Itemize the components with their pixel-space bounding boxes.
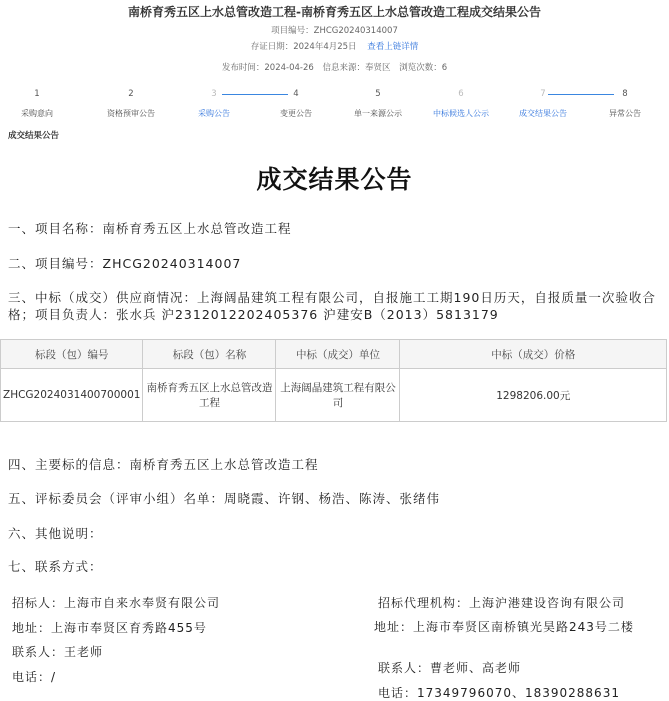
step-label: 采购意向 (21, 109, 53, 118)
agency: 招标代理机构：上海沪港建设咨询有限公司 (378, 596, 626, 610)
step-label: 采购公告 (198, 109, 230, 118)
cell-price: 1298206.00元 (400, 369, 667, 422)
col-header: 中标（成交）单位 (276, 340, 400, 369)
col-header: 中标（成交）价格 (400, 340, 667, 369)
project-number-line (0, 24, 669, 36)
item-supplier-info: 三、中标（成交）供应商情况：上海阔晶建筑工程有限公司，自报施工工期190日历天，自报质量一次验收合格；项目负责人：张水兵 沪2312012202405376 沪建安B（2013）5813179 (8, 290, 656, 322)
cell-lot-name: 南桥育秀五区上水总管改造工程 (143, 369, 276, 422)
step-2[interactable]: 2 资格预审公告 (86, 88, 176, 119)
page-header-title: 南桥育秀五区上水总管改造工程-南桥育秀五区上水总管改造工程成交结果公告 (128, 5, 541, 19)
step-7[interactable]: 7 成交结果公告 (498, 88, 588, 119)
tenderer: 招标人：上海市自来水奉贤有限公司 (12, 596, 221, 610)
step-5[interactable]: 5 单一来源公示 (333, 88, 423, 119)
publish-time: 发布时间：2024-04-26 (221, 63, 314, 73)
item-committee: 五、评标委员会（评审小组）名单：周晓霞、许钢、杨浩、陈涛、张绪伟 (8, 491, 441, 506)
agency-contact-person: 联系人：曹老师、高老师 (378, 661, 522, 675)
project-number: 项目编号：ZHCG20240314007 (271, 26, 398, 36)
tenderer-contact-person: 联系人：王老师 (12, 645, 104, 659)
step-label: 变更公告 (280, 109, 312, 118)
stored-date-line (0, 40, 669, 52)
stored-date: 存证日期：2024年4月25日 (250, 42, 357, 52)
section-label: 成交结果公告 (8, 131, 60, 141)
item-main-subject: 四、主要标的信息：南桥育秀五区上水总管改造工程 (8, 457, 319, 472)
step-6[interactable]: 6 中标候选人公示 (416, 88, 506, 119)
step-label: 成交结果公告 (519, 109, 567, 118)
agency-address: 地址：上海市奉贤区南桥镇光昊路243号二楼 (374, 620, 634, 634)
tenderer-phone: 电话：/ (12, 670, 57, 684)
chain-details-link[interactable]: 查看上链详情 (367, 42, 419, 52)
item-project-number: 二、项目编号：ZHCG20240314007 (8, 256, 242, 271)
table-header-row (1, 340, 667, 369)
step-label: 中标候选人公示 (433, 109, 489, 118)
step-label: 资格预审公告 (107, 109, 155, 118)
tenderer-address: 地址：上海市奉贤区育秀路455号 (12, 621, 207, 635)
step-label: 单一来源公示 (354, 109, 402, 118)
table-row (1, 369, 667, 422)
info-source: 信息来源：奉贤区 (322, 63, 391, 73)
item-project-name: 一、项目名称：南桥育秀五区上水总管改造工程 (8, 221, 292, 236)
item-contact-heading: 七、联系方式： (8, 559, 103, 574)
step-3[interactable]: 3 采购公告 (169, 88, 259, 119)
step-label: 异常公告 (609, 109, 641, 118)
step-8[interactable]: 8 异常公告 (580, 88, 669, 119)
document-title: 成交结果公告 (256, 165, 413, 194)
publish-info-line (0, 61, 669, 73)
item-other-notes: 六、其他说明： (8, 526, 103, 541)
col-header: 标段（包）名称 (143, 340, 276, 369)
agency-phone: 电话：17349796070、18390288631 (378, 686, 620, 700)
cell-winner: 上海阔晶建筑工程有限公司 (276, 369, 400, 422)
procurement-steps (0, 88, 669, 122)
view-count: 浏览次数：6 (399, 63, 448, 73)
cell-lot-number: ZHCG2024031400700001 (1, 369, 143, 422)
step-1[interactable]: 1 采购意向 (0, 88, 82, 119)
col-header: 标段（包）编号 (1, 340, 143, 369)
step-4[interactable]: 4 变更公告 (251, 88, 341, 119)
result-table (0, 339, 667, 422)
